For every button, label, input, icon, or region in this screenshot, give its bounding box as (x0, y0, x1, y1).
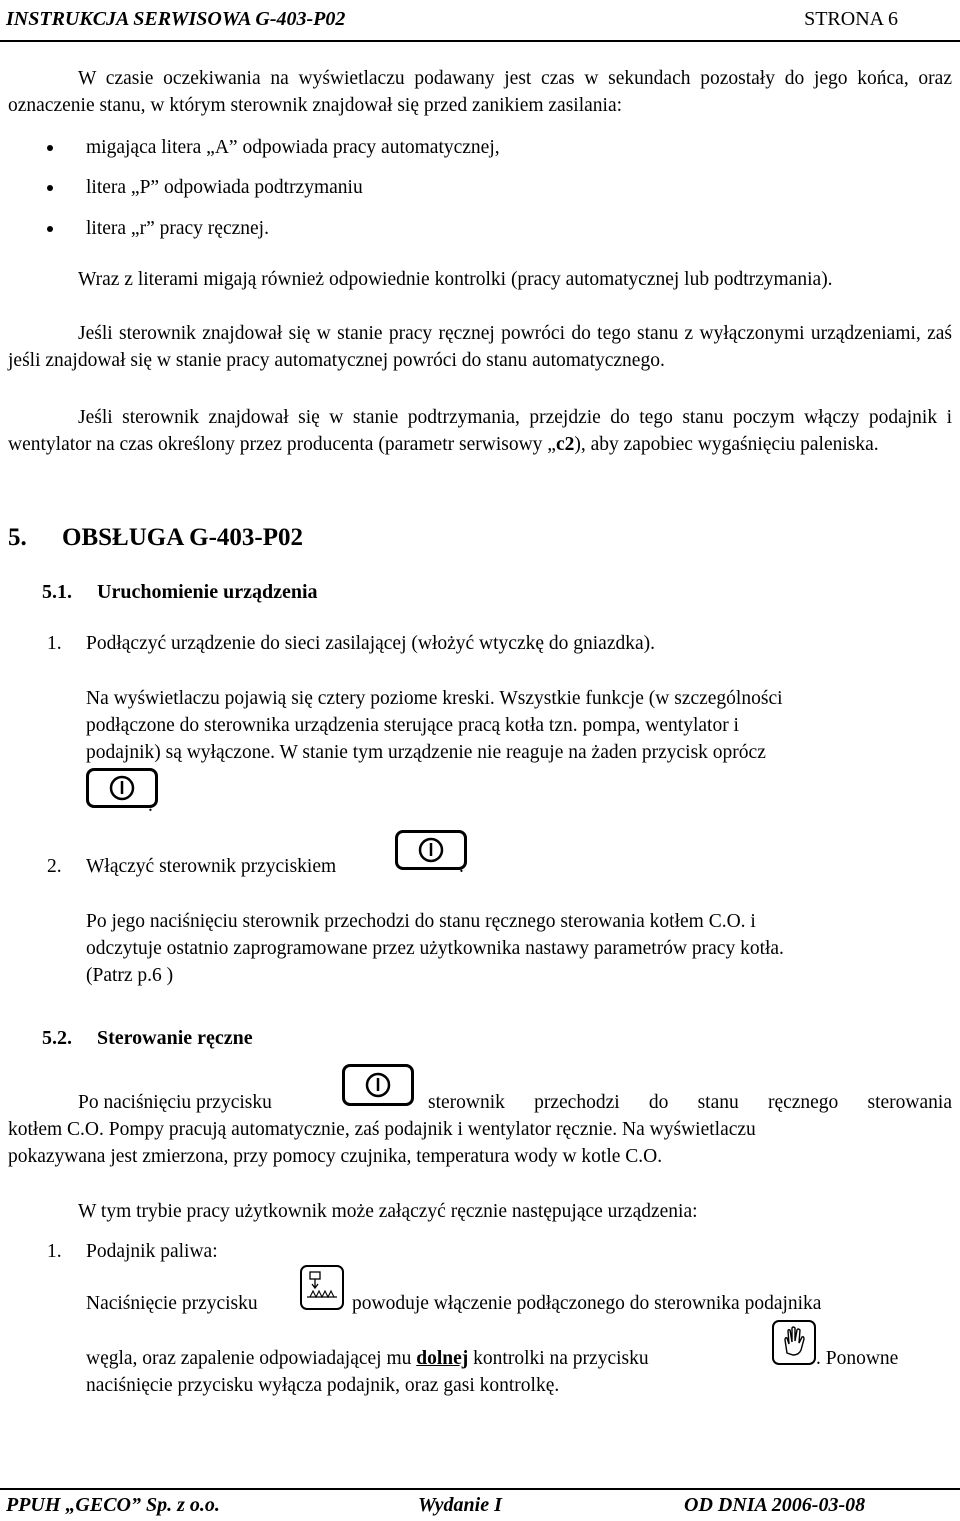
bullet-item: migająca litera „A” odpowiada pracy automatycznej, (86, 137, 500, 158)
subsection-number: 5.2. (42, 1027, 72, 1049)
paragraph-hold-state: Jeśli sterownik znajdował się w stanie podtrzymania, przejdzie do tego stanu poczym włączy podajnik i wentylator na czas określony przez producenta (parametr serwisowy „c2), aby zapobiec wygaśnięciu paleniska. (8, 407, 952, 455)
step-detail-line: podłączone do sterownika urządzenia sterujące pracą kotła tzn. pompa, wentylator i (86, 715, 739, 736)
bullet-dot (47, 145, 53, 151)
feeder-text: naciśnięcie przycisku wyłącza podajnik, oraz gasi kontrolkę. (86, 1375, 560, 1396)
step-detail-line: odczytuje ostatnio zaprogramowane przez użytkownika nastawy parametrów pracy kotła. (86, 938, 784, 959)
feeder-text: powoduje włączenie podłączonego do sterownika podajnika (352, 1293, 822, 1314)
devices-intro: W tym trybie pracy użytkownik może załączyć ręcznie następujące urządzenia: (78, 1201, 698, 1222)
manual-text: sterownik przechodzi do stanu ręcznego sterowania (428, 1092, 952, 1113)
manual-text: pokazywana jest zmierzona, przy pomocy czujnika, temperatura wody w kotle C.O. (8, 1146, 663, 1167)
document-title: INSTRUKCJA SERWISOWA G-403-P02 (6, 8, 346, 30)
manual-text: Po naciśnięciu przycisku (78, 1092, 272, 1113)
power-button-icon (395, 830, 467, 870)
feeder-title: Podajnik paliwa: (86, 1241, 218, 1262)
feeder-symbol-icon (302, 1267, 342, 1308)
power-symbol-icon (365, 1072, 391, 1098)
footer-date: OD DNIA 2006-03-08 (684, 1494, 866, 1516)
page-number: STRONA 6 (804, 8, 898, 30)
emphasis-word: dolnej (416, 1348, 469, 1369)
footer-edition: Wydanie I (418, 1494, 502, 1516)
section-number: 5. (8, 524, 27, 551)
intro-paragraph: W czasie oczekiwania na wyświetlaczu podawany jest czas w sekundach pozostały do jego końca, oraz oznaczenie stanu, w którym sterownik znajdował się przed zanikiem zasilania: (8, 68, 952, 116)
feeder-text: . Ponowne (816, 1348, 899, 1369)
step-detail-line: Po jego naciśnięciu sterownik przechodzi do stanu ręcznego sterowania kotłem C.O. i (86, 911, 756, 932)
list-number: 1. (47, 1241, 62, 1262)
param-code: c2 (555, 434, 575, 455)
power-symbol-icon (418, 837, 444, 863)
bullet-dot (47, 185, 53, 191)
power-button-icon (342, 1064, 414, 1106)
step-text: Podłączyć urządzenie do sieci zasilającej (włożyć wtyczkę do gniazdka). (86, 633, 656, 654)
paragraph-lights: Wraz z literami migają również odpowiednie kontrolki (pracy automatycznej lub podtrzymania). (78, 269, 833, 290)
bullet-dot (47, 226, 53, 232)
hand-button-icon (772, 1320, 816, 1365)
sentence-end: . (459, 856, 464, 877)
step-number: 1. (47, 633, 62, 654)
manual-text: kotłem C.O. Pompy pracują automatycznie, zaś podajnik i wentylator ręcznie. Na wyświetlaczu (8, 1119, 756, 1140)
subsection-number: 5.1. (42, 581, 72, 603)
power-symbol-icon (109, 775, 135, 801)
step-detail-line: Na wyświetlaczu pojawią się cztery poziome kreski. Wszystkie funkcje (w szczególności (86, 688, 783, 709)
subsection-title: Sterowanie ręczne (97, 1027, 253, 1049)
subsection-title: Uruchomienie urządzenia (97, 581, 318, 603)
bullet-item: litera „r” pracy ręcznej. (86, 218, 269, 239)
footer-company: PPUH „GECO” Sp. z o.o. (6, 1494, 220, 1516)
sentence-end: . (148, 795, 153, 816)
feeder-text: węgla, oraz zapalenie odpowiadającej mu dolnej kontrolki na przycisku (86, 1348, 649, 1369)
hand-symbol-icon (774, 1322, 814, 1363)
section-title: OBSŁUGA G-403-P02 (62, 524, 303, 551)
feeder-text: Naciśnięcie przycisku (86, 1293, 258, 1314)
bullet-item: litera „P” odpowiada podtrzymaniu (86, 177, 363, 198)
step-number: 2. (47, 856, 62, 877)
step-detail-line: (Patrz p.6 ) (86, 965, 174, 986)
step-detail-line: podajnik) są wyłączone. W stanie tym urządzenie nie reaguje na żaden przycisk oprócz (86, 742, 766, 763)
paragraph-manual-state: Jeśli sterownik znajdował się w stanie pracy ręcznej powróci do tego stanu z wyłączonymi urządzeniami, zaś jeśli znajdował się w stanie pracy automatycznej powróci do stanu automatycznego. (8, 323, 952, 371)
step-text: Włączyć sterownik przyciskiem (86, 856, 337, 877)
feeder-button-icon (300, 1265, 344, 1310)
page-footer (0, 1488, 960, 1490)
